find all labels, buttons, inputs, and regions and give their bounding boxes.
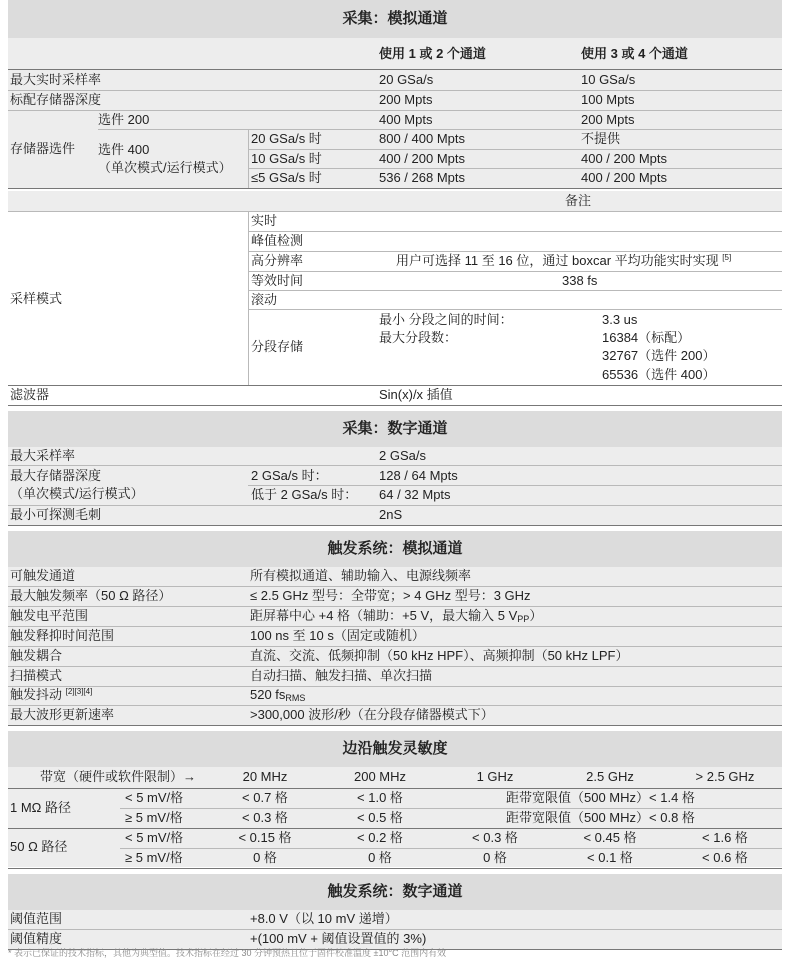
trig-level-value: 距屏幕中心 +4 格（辅助：+5 V，最大输入 5 $V_{PP}$）	[250, 608, 543, 624]
opt400-rate: 10 GSa/s 时	[251, 151, 322, 166]
sens-value: < 0.1 格	[587, 850, 633, 865]
equiv-time-note: 338 fs	[562, 273, 598, 288]
trig-row-label: 触发耦合	[10, 648, 63, 663]
sens-value: < 0.5 格	[357, 810, 403, 825]
bw-col: 200 MHz	[353, 769, 407, 784]
row-value: 20 GSa/s	[379, 72, 434, 87]
trig-jitter-value: 520 $fs_{RMS}$	[250, 687, 306, 703]
divider	[8, 686, 782, 687]
divider	[8, 188, 782, 189]
row-value: 800 / 400 Mpts	[379, 131, 465, 146]
col-header-1-2-channels: 使用 1 或 2 个通道	[379, 46, 486, 61]
opt400-rate: ≤5 GSa/s 时	[251, 170, 322, 185]
bw-col: > 2.5 GHz	[695, 769, 755, 784]
row-value: 400 Mpts	[379, 112, 433, 127]
opt400-sublabel: （单次模式/运行模式）	[98, 160, 232, 175]
sens-value: 0 格	[368, 850, 392, 865]
divider	[8, 725, 782, 726]
mode-roll: 滚动	[251, 292, 278, 307]
bw-col: 2.5 GHz	[586, 769, 634, 784]
section-title-acq-digital: 采集：数字通道	[8, 411, 782, 447]
seg-min-label: 最小 分段之间的时间：	[379, 312, 513, 327]
divider	[8, 211, 782, 212]
threshold-accuracy-label: 阈值精度	[10, 931, 63, 946]
trig-row-value: >300,000 波形/秒（在分段存储器模式下）	[250, 707, 494, 722]
notes-header: 备注	[565, 193, 592, 208]
row-value: 400 / 200 Mpts	[581, 170, 667, 185]
sens-value: < 1.6 格	[702, 830, 748, 845]
divider	[248, 149, 782, 150]
trig-row-label: 触发释抑时间范围	[10, 628, 115, 643]
glitch-label: 最小可探测毛刺	[10, 507, 102, 522]
trig-jitter-label: 触发抖动 [2][3][4]	[10, 687, 93, 702]
divider	[248, 231, 782, 232]
col-header-3-4-channels: 使用 3 或 4 个通道	[581, 46, 688, 61]
opt400-rate: 20 GSa/s 时	[251, 131, 322, 146]
trig-row-value: 直流、交流、低频抑制（50 kHz HPF）、高频抑制（50 kHz LPF）	[250, 648, 629, 663]
mode-high-res: 高分辨率	[251, 253, 304, 268]
bw-col: 20 MHz	[242, 769, 288, 784]
bw-label: 带宽（硬件或软件限制）→	[40, 769, 197, 784]
max-mem-sublabel: （单次模式/运行模式）	[10, 486, 144, 501]
trig-row-label: 扫描模式	[10, 668, 63, 683]
sens-value: 距带宽限值（500 MHz）< 1.4 格	[506, 790, 695, 805]
seg-max-label: 最大分段数：	[379, 330, 458, 345]
sens-cond: ≥ 5 mV/格	[125, 850, 183, 865]
mem-cond: 低于 2 GSa/s 时：	[251, 487, 358, 502]
trig-row-value: ≤ 2.5 GHz 型号：全带宽；> 4 GHz 型号：3 GHz	[250, 588, 531, 603]
row-label-std-memory: 标配存储器深度	[10, 92, 102, 107]
trig-row-value: 所有模拟通道、辅助输入、电源线频率	[250, 568, 472, 583]
row-value: 不提供	[581, 131, 621, 146]
sens-value: < 0.6 格	[702, 850, 748, 865]
trig-row-label: 最大触发频率（50 Ω 路径）	[10, 588, 172, 603]
divider	[248, 290, 782, 291]
sens-value: < 0.3 格	[472, 830, 518, 845]
row-label-max-rate: 最大实时采样率	[10, 72, 102, 87]
sens-value: 0 格	[483, 850, 507, 865]
max-mem-label: 最大存储器深度	[10, 468, 102, 483]
sens-cond: < 5 mV/格	[125, 790, 184, 805]
path-1mohm-label: 1 MΩ 路径	[10, 800, 72, 815]
glitch-value: 2nS	[379, 507, 403, 522]
mode-segmented: 分段存储	[251, 339, 304, 354]
trig-row-label: 可触发通道	[10, 568, 76, 583]
mem-cond: 2 GSa/s 时：	[251, 468, 328, 483]
mode-peak-detect: 峰值检测	[251, 233, 304, 248]
footnote: * 表示已保证的技术指标，其他为典型值。技术指标在经过 30 分钟预热且位于固件校准温度 ±10°C 范围内有效	[8, 948, 447, 958]
divider	[248, 168, 782, 169]
trig-row-value: 100 ns 至 10 s（固定或随机）	[250, 628, 425, 643]
divider	[248, 271, 782, 272]
row-value: 400 / 200 Mpts	[581, 151, 667, 166]
section-title-trig-analog: 触发系统：模拟通道	[8, 531, 782, 567]
sens-value: 0 格	[253, 850, 277, 865]
trig-row-label: 触发电平范围	[10, 608, 89, 623]
divider	[248, 129, 249, 188]
mode-equiv-time: 等效时间	[251, 273, 304, 288]
section-title-trig-digital: 触发系统：数字通道	[8, 874, 782, 910]
seg-max-value: 65536（选件 400）	[602, 367, 716, 382]
row-value: 400 / 200 Mpts	[379, 151, 465, 166]
mode-realtime: 实时	[251, 213, 278, 228]
filter-value: Sin(x)/x 插值	[379, 387, 453, 402]
divider	[120, 848, 782, 849]
seg-min-value: 3.3 us	[602, 312, 638, 327]
high-res-note: 用户可选择 11 至 16 位，通过 boxcar 平均功能实时实现 [5]	[396, 253, 732, 268]
row-value: 100 Mpts	[581, 92, 635, 107]
opt200-label: 选件 200	[98, 112, 150, 127]
max-rate-label: 最大采样率	[10, 448, 76, 463]
bw-col: 1 GHz	[476, 769, 514, 784]
opt400-label: 选件 400	[98, 142, 150, 157]
divider	[8, 405, 782, 406]
sens-value: 距带宽限值（500 MHz）< 0.8 格	[506, 810, 695, 825]
notes-header-bg	[8, 191, 782, 211]
sens-value: < 0.45 格	[583, 830, 637, 845]
row-value: 536 / 268 Mpts	[379, 170, 465, 185]
row-value: 200 Mpts	[581, 112, 635, 127]
sens-value: < 0.2 格	[357, 830, 403, 845]
path-50ohm-label: 50 Ω 路径	[10, 839, 68, 854]
divider	[8, 465, 782, 466]
row-value: 10 GSa/s	[581, 72, 636, 87]
divider	[8, 525, 782, 526]
sens-value: < 0.15 格	[238, 830, 292, 845]
divider	[248, 309, 782, 310]
threshold-range-value: +8.0 V（以 10 mV 递增）	[250, 911, 398, 926]
threshold-accuracy-value: +(100 mV + 阈值设置值的 3%)	[250, 931, 427, 946]
mem-value: 128 / 64 Mpts	[379, 468, 458, 483]
row-value: 200 Mpts	[379, 92, 433, 107]
trig-row-value: 自动扫描、触发扫描、单次扫描	[250, 668, 433, 683]
sens-value: < 0.7 格	[242, 790, 288, 805]
threshold-range-label: 阈值范围	[10, 911, 63, 926]
max-rate-value: 2 GSa/s	[379, 448, 426, 463]
sens-value: < 1.0 格	[357, 790, 403, 805]
seg-max-value: 32767（选件 200）	[602, 348, 716, 363]
divider	[248, 211, 249, 385]
mem-value: 64 / 32 Mpts	[379, 487, 451, 502]
divider	[8, 69, 782, 70]
sens-value: < 0.3 格	[242, 810, 288, 825]
trig-row-label: 最大波形更新速率	[10, 707, 115, 722]
sens-cond: ≥ 5 mV/格	[125, 810, 183, 825]
mem-option-label: 存储器选件	[10, 141, 76, 156]
section-title-edge-sensitivity: 边沿触发灵敏度	[8, 731, 782, 767]
section-title-acq-analog: 采集：模拟通道	[8, 0, 782, 38]
sampling-mode-label: 采样模式	[10, 291, 63, 306]
sens-cond: < 5 mV/格	[125, 830, 184, 845]
filter-label: 滤波器	[10, 387, 50, 402]
seg-max-value: 16384（标配）	[602, 330, 691, 345]
divider	[8, 868, 782, 869]
